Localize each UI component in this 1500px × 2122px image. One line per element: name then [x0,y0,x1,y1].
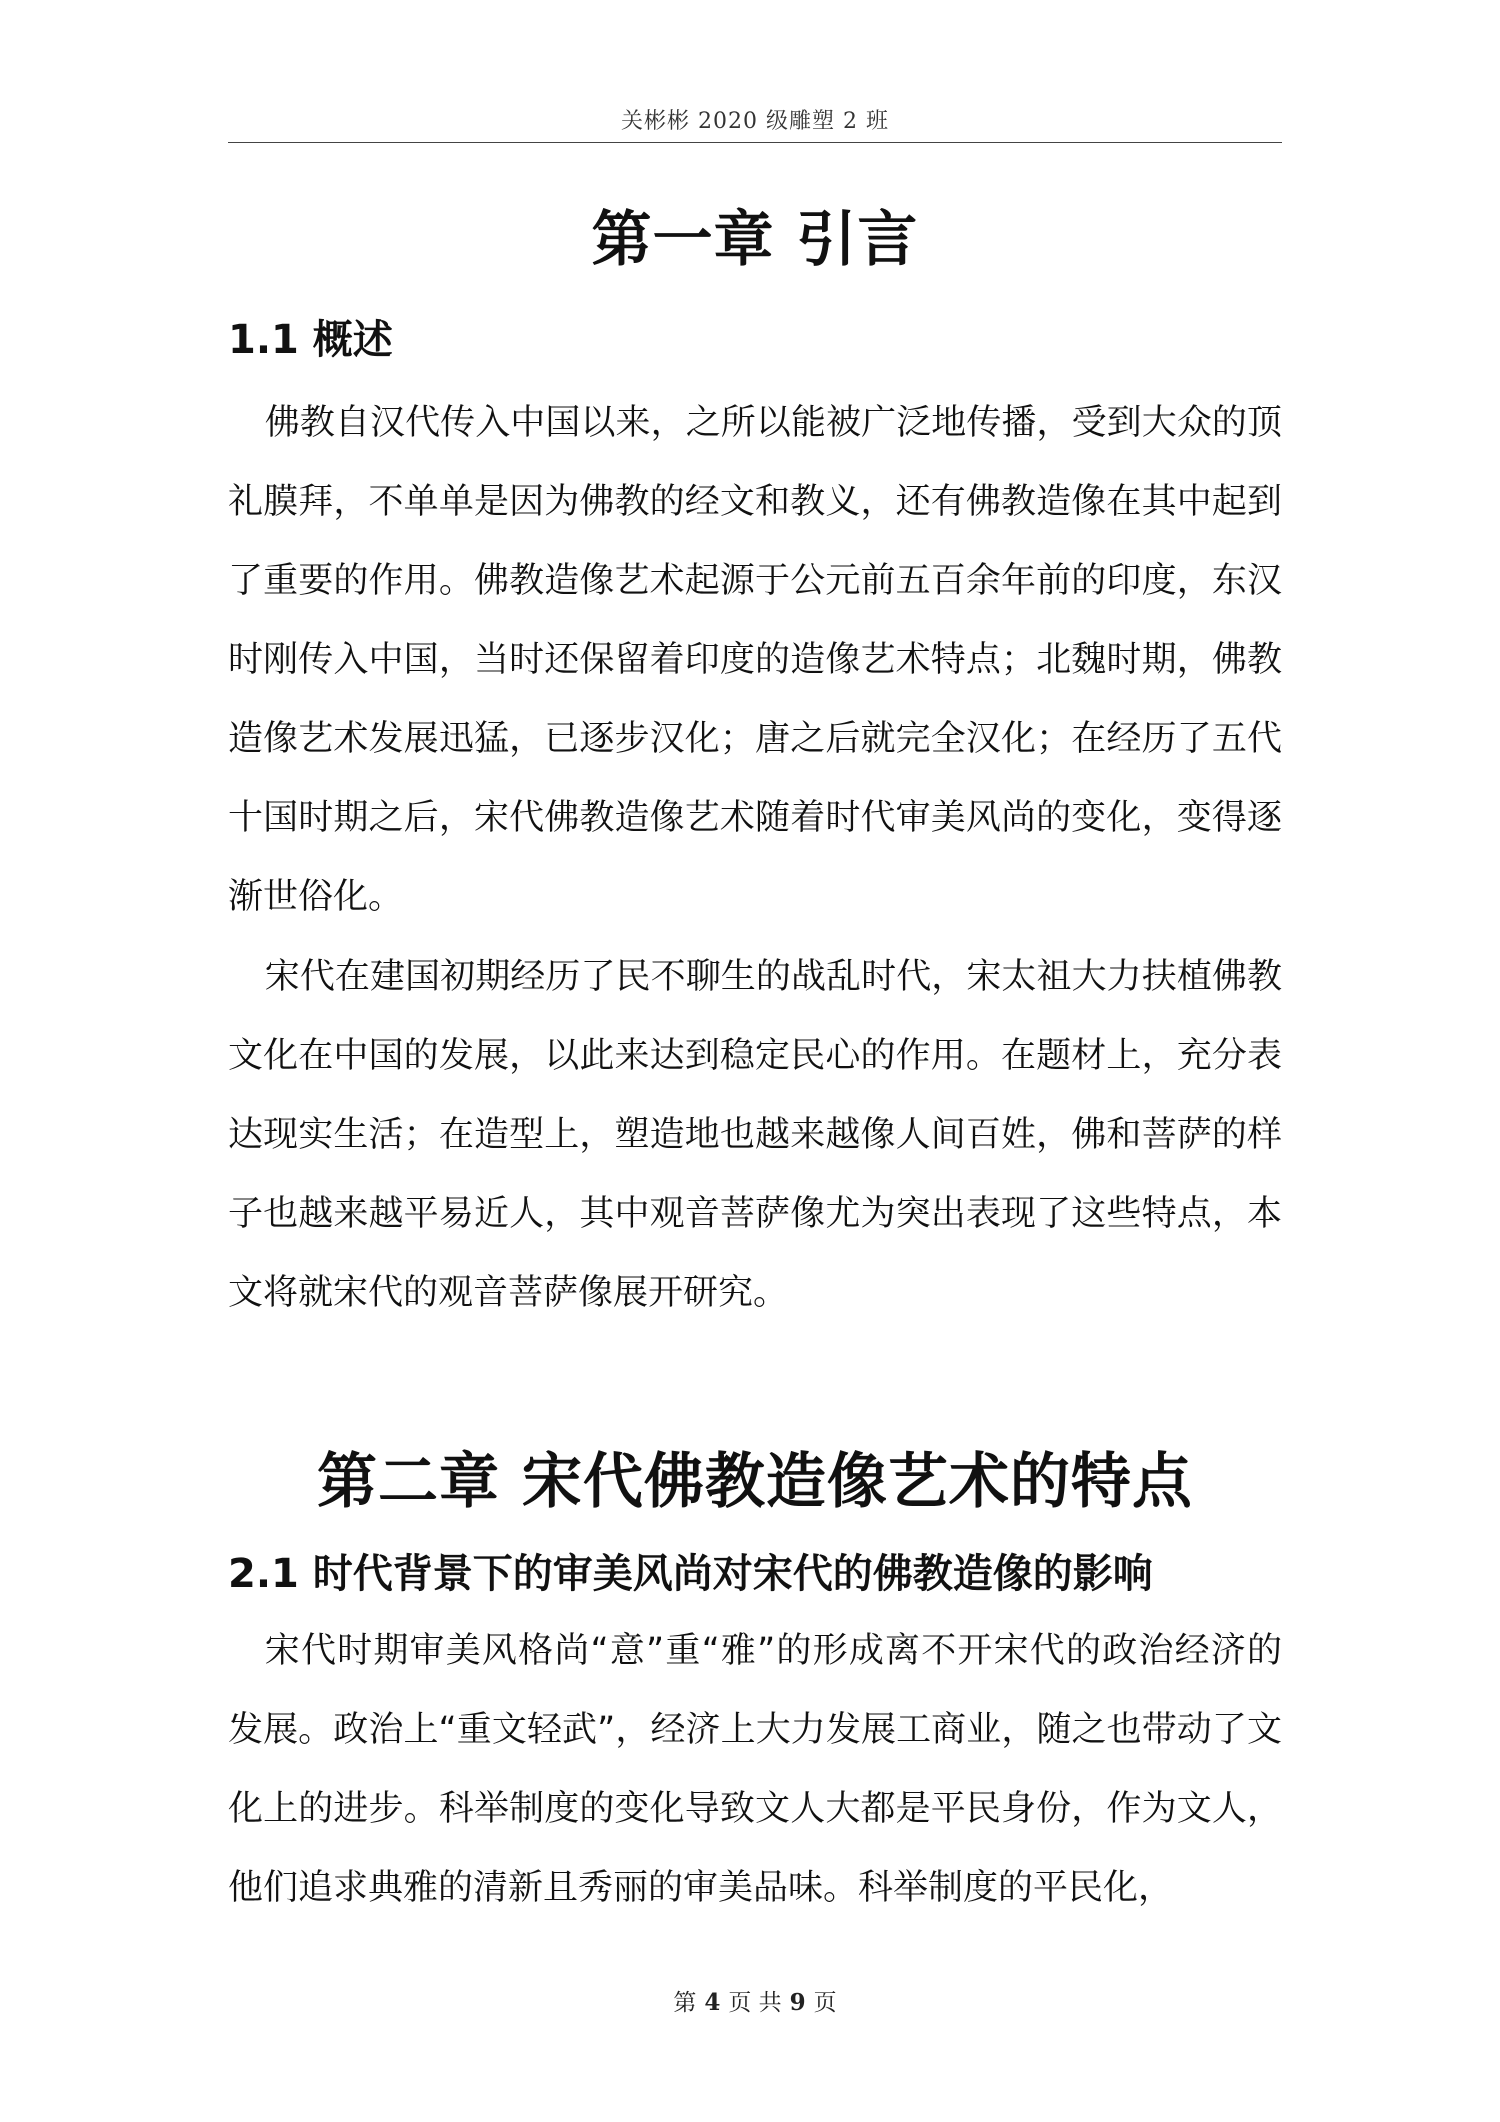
footer-suffix: 页 [813,1990,837,2016]
paragraph-1: 佛教自汉代传入中国以来，之所以能被广泛地传播，受到大众的顶礼膜拜，不单单是因为佛教的经文和教义，还有佛教造像在其中起到了重要的作用。佛教造像艺术起源于公元前五百余年前的印度，东汉时刚传入中国，当时还保留着印度的造像艺术特点；北魏时期，佛教造像艺术发展迅猛，已逐步汉化；唐之后就完全汉化；在经历了五代十国时期之后，宋代佛教造像艺术随着时代审美风尚的变化，变得逐渐世俗化。 [228,403,1282,917]
chapter-2-title: 第二章 宋代佛教造像艺术的特点 [317,1447,1193,1517]
section-1-1-title: 1.1 概述 [228,317,393,363]
total-pages-number: 9 [789,1989,806,2016]
footer-prefix: 第 [673,1990,697,2016]
page-footer [228,1984,1282,2017]
running-header: 关彬彬 2020 级雕塑 2 班 [621,109,889,134]
footer-middle: 页 共 [728,1990,782,2016]
section-2-1-title: 2.1 时代背景下的审美风尚对宋代的佛教造像的影响 [228,1551,1153,1597]
paragraph-2: 宋代在建国初期经历了民不聊生的战乱时代，宋太祖大力扶植佛教文化在中国的发展，以此来达到稳定民心的作用。在题材上，充分表达现实生活；在造型上，塑造地也越来越像人间百姓，佛和菩萨的样子也越来越平易近人，其中观音菩萨像尤为突出表现了这些特点，本文将就宋代的观音菩萨像展开研究。 [228,957,1282,1313]
current-page-number: 4 [704,1989,721,2016]
paragraph-3: 宋代时期审美风格尚“意”重“雅”的形成离不开宋代的政治经济的发展。政治上“重文轻武”，经济上大力发展工商业，随之也带动了文化上的进步。科举制度的变化导致文人大都是平民身份，作为文人，他们追求典雅的清新且秀丽的审美品味。科举制度的平民化， [228,1631,1282,1908]
header-divider [228,142,1282,143]
chapter-1-title: 第一章 引言 [591,205,919,275]
